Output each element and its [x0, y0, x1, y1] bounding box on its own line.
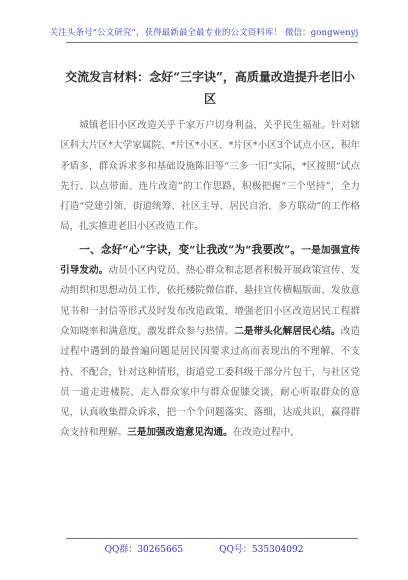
header-banner: 关注头条号“公文研究”，获得最新最全最专业的公文资料库！ 微信：gongwenyj — [49, 28, 359, 38]
section-1-point-2-label: 二是带头化解居民心结。 — [234, 325, 341, 337]
intro-paragraph: 城镇老旧小区改造关乎千家万户切身利益，关乎民生福祉。针对辖区科大片区*大学家属院、*片区*小区、*片区*小区3个试点小区，积年矛盾多，群众诉求多和基础设施陈旧等“三多一旧”实际，*区按照“试点先行、以点带面、连片改造”的工作思路，积极把握“三个坚持”，全力打造“党建引领、街道统筹、社区主导、居民自治、多方联动”的工作格局，扎实推进老旧小区改造工作。 — [60, 120, 360, 233]
header-divider — [66, 42, 358, 43]
section-1-point-1-label: 一是加强宣传引导发动。 — [60, 244, 361, 277]
document-title: 交流发言材料：念好“三字诀”，高质量改造提升老旧小区 — [65, 70, 355, 106]
footer-contact — [0, 542, 408, 555]
section-1-point-2-text: 改造过程中遇到的最普遍问题是居民因要求过高而表现出的不理解、不支持、不配合，针对这种情形，街道党工委科级干部分片包干，与社区党员一道走进楼院、走入群众家中与群众促膝交谈，耐心听取群众的意见，认真收集群众诉求，把一个个问题落实、落细，达成共识，赢得群众支持和理解。 — [60, 325, 361, 439]
document-body — [60, 116, 360, 444]
section-1-heading: 一、念好“心”字诀，变“让我改”为“我要改”。 — [79, 243, 302, 256]
footer-qq-number: QQ号：535304092 — [219, 545, 304, 555]
section-1-paragraph — [60, 240, 360, 444]
section-1-point-1-text: 动员小区内党员、热心群众和志愿者积极开展政策宣传、发动组织和思想动员工作，依托楼院微信群、悬挂宣传横幅版面、发放意见书和一封信等形式及时发布改造政策，增强老旧小区改造居民工程群众知晓率和满意度，激发群众参与热情。 — [60, 265, 361, 337]
section-1-point-3-label: 三是加强改造意见沟通。 — [127, 427, 233, 439]
footer-divider — [66, 538, 358, 539]
footer-qq-group: QQ群：30265665 — [104, 545, 184, 555]
section-1-point-3-text: 在改造过程中， — [232, 427, 300, 439]
